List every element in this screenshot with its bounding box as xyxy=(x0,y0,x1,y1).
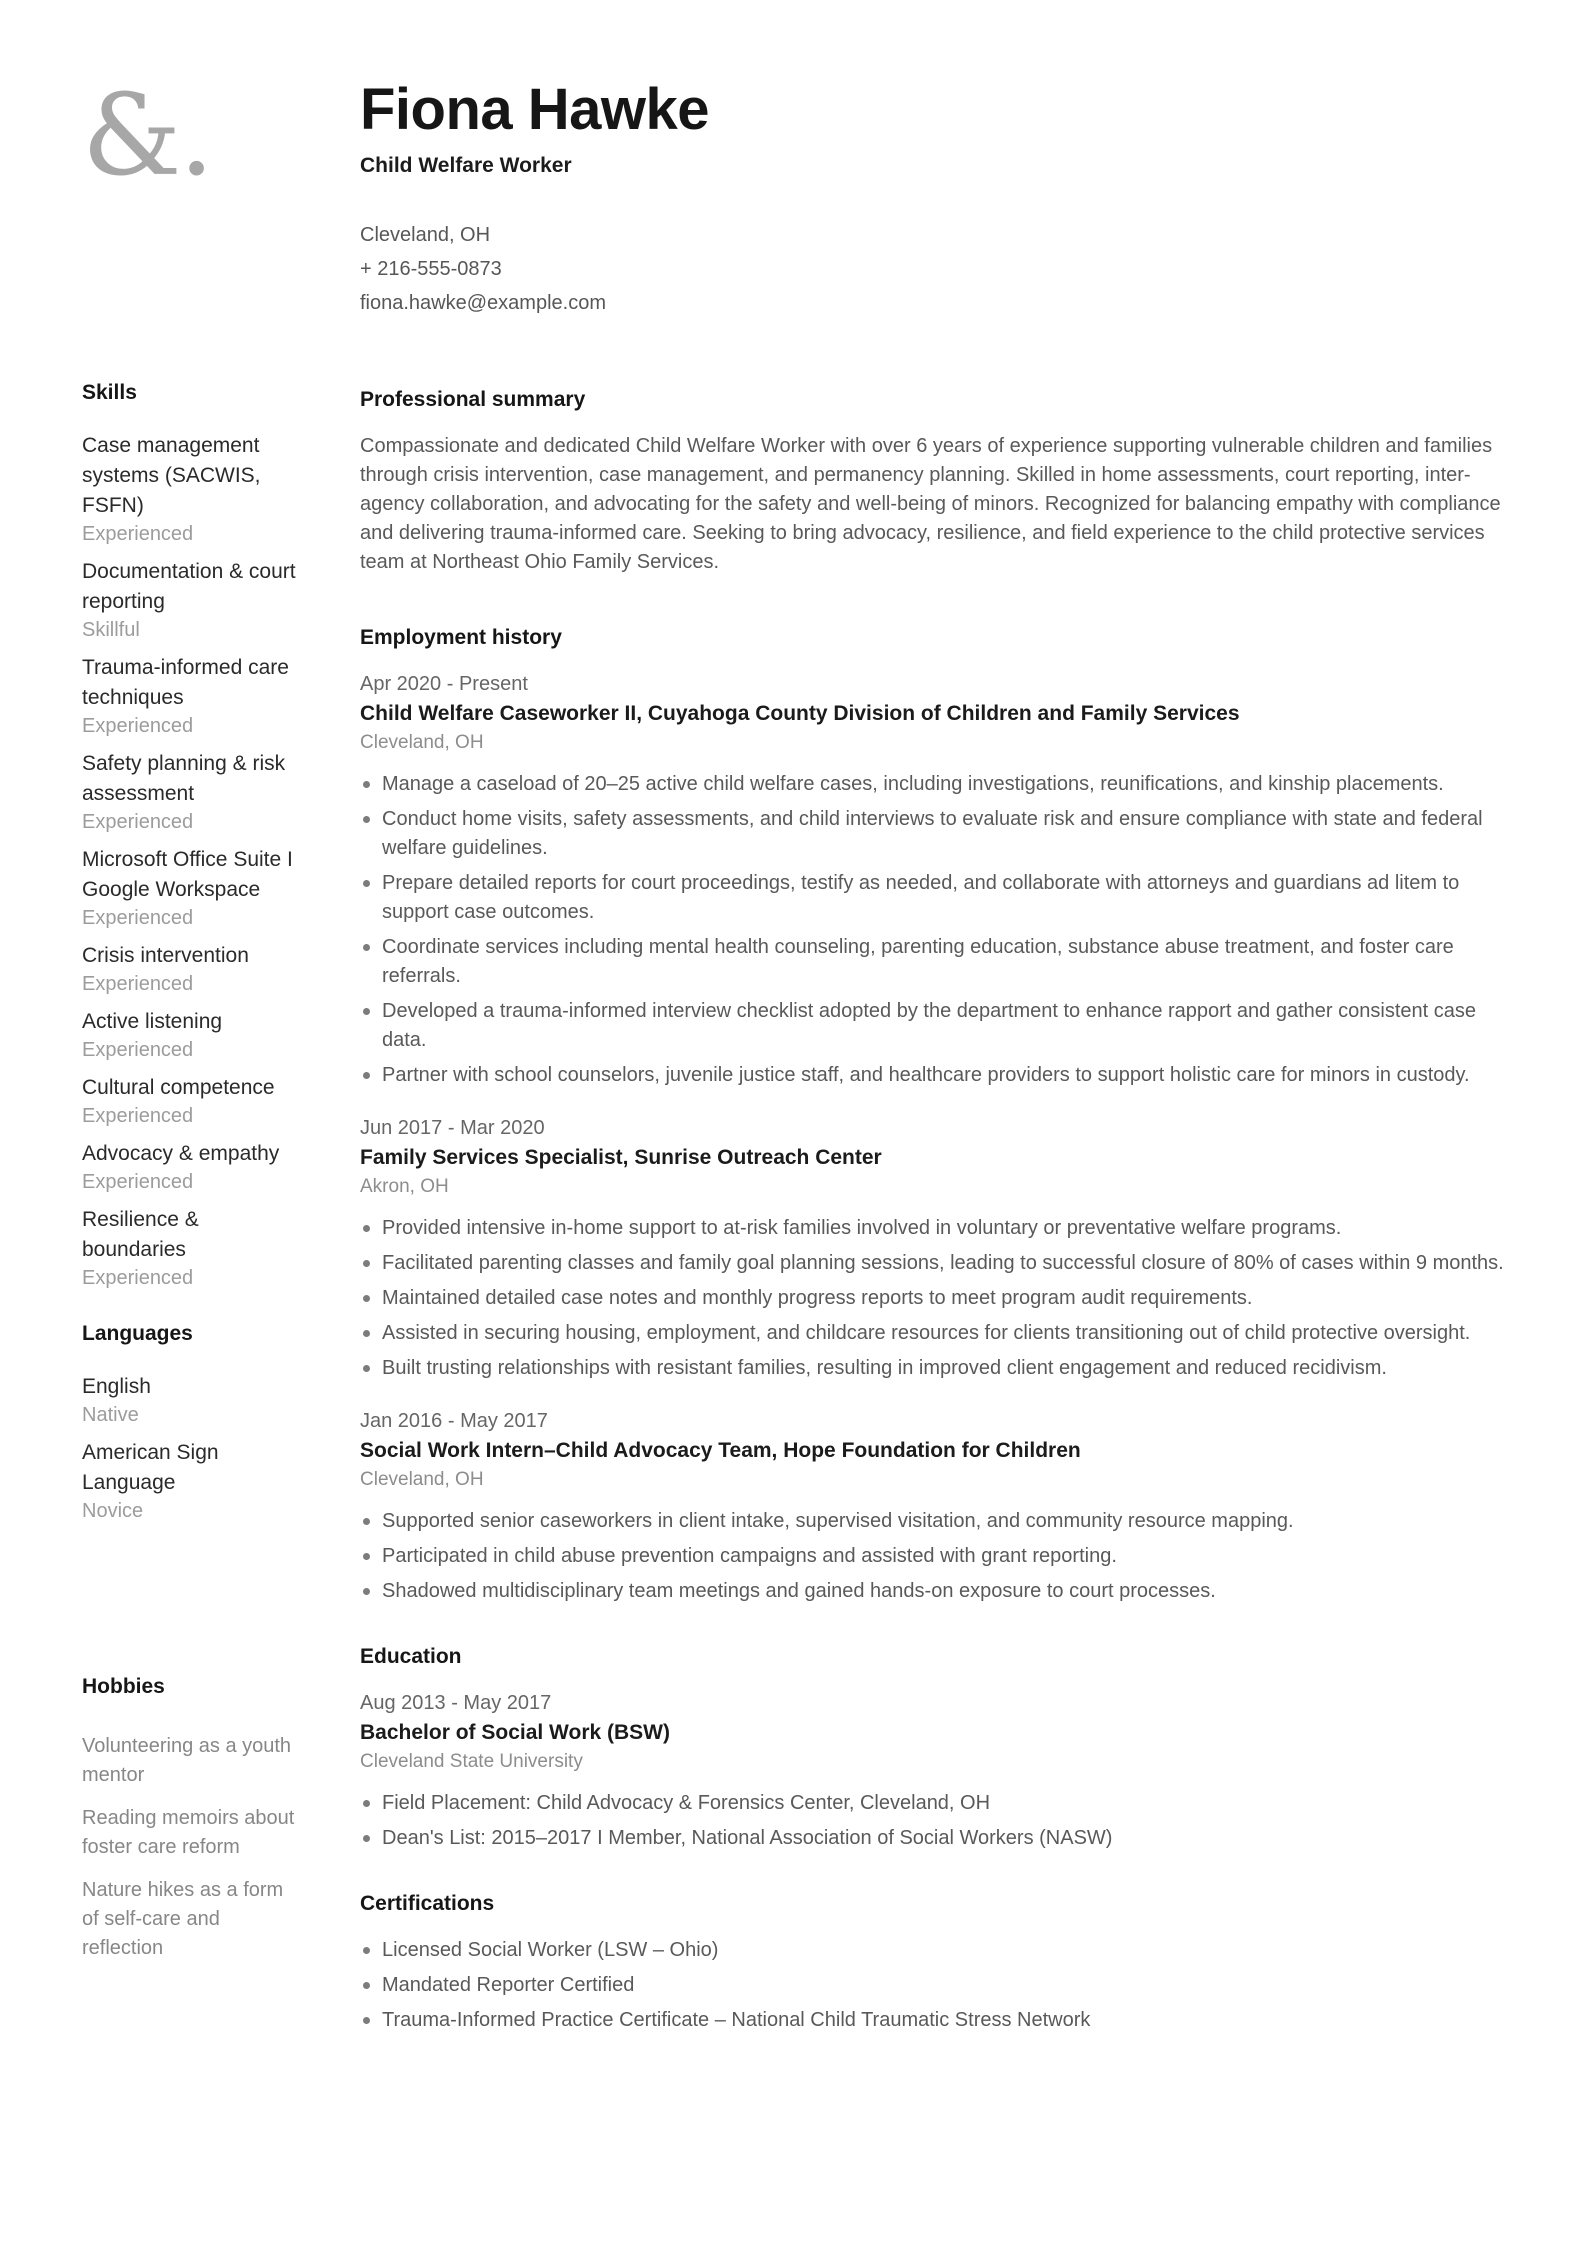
hobby-item: Nature hikes as a form of self-care and reflection xyxy=(82,1879,284,1959)
skill-level: Experienced xyxy=(82,1039,194,1061)
bullet-item: Coordinate services including mental health counseling, parenting education, substance abuse treatment, and foster care referrals. xyxy=(360,933,1522,991)
skill-item xyxy=(82,1007,304,1063)
resume-body xyxy=(82,378,1522,2041)
skill-item xyxy=(82,653,304,739)
bullet-item: Partner with school counselors, juvenile justice staff, and healthcare providers to support holistic care for minors in custody. xyxy=(360,1061,1522,1090)
education-dates: Aug 2013 - May 2017 xyxy=(360,1692,552,1714)
candidate-job-title: Child Welfare Worker xyxy=(360,154,572,177)
languages-list xyxy=(82,1372,304,1524)
bullet-item: Maintained detailed case notes and monthly progress reports to meet program audit requirements. xyxy=(360,1284,1522,1313)
certifications-bullet-list xyxy=(360,1936,1522,2035)
bullet-item: Built trusting relationships with resistant families, resulting in improved client engagement and reduced recidivism. xyxy=(360,1354,1522,1383)
job-location: Akron, OH xyxy=(360,1176,449,1197)
job-title: Family Services Specialist, Sunrise Outreach Center xyxy=(360,1146,882,1169)
resume-header xyxy=(82,70,1522,320)
contact-block xyxy=(360,218,1522,320)
bullet-item: Licensed Social Worker (LSW – Ohio) xyxy=(360,1936,1522,1965)
skill-item xyxy=(82,1073,304,1129)
certifications-section xyxy=(360,1889,1522,2035)
skill-level: Experienced xyxy=(82,523,194,545)
job-location: Cleveland, OH xyxy=(360,1469,484,1490)
bullet-item: Mandated Reporter Certified xyxy=(360,1971,1522,2000)
skill-level: Experienced xyxy=(82,1171,194,1193)
hobby-item: Volunteering as a youth mentor xyxy=(82,1735,292,1786)
certifications-heading: Certifications xyxy=(360,1892,495,1915)
summary-section xyxy=(360,385,1522,577)
skill-name: Active listening xyxy=(82,1010,223,1033)
skill-level: Experienced xyxy=(82,1267,194,1289)
skill-level: Experienced xyxy=(82,715,194,737)
job-title: Social Work Intern–Child Advocacy Team, Hope Foundation for Children xyxy=(360,1439,1081,1462)
skill-item xyxy=(82,749,304,835)
job-dates: Jun 2017 - Mar 2020 xyxy=(360,1117,545,1139)
skill-name: Advocacy & empathy xyxy=(82,1142,280,1165)
skill-name: Trauma-informed care techniques xyxy=(82,656,289,709)
bullet-item: Developed a trauma-informed interview checklist adopted by the department to enhance rapport and gather consistent case data. xyxy=(360,997,1522,1055)
employment-section xyxy=(360,623,1522,1606)
job-dates: Jan 2016 - May 2017 xyxy=(360,1410,548,1432)
skill-name: Case management systems (SACWIS, FSFN) xyxy=(82,434,261,517)
logo-cell xyxy=(82,70,360,320)
bullet-item: Trauma-Informed Practice Certificate – National Child Traumatic Stress Network xyxy=(360,2006,1522,2035)
hobbies-section xyxy=(82,1672,304,1963)
bullet-item: Provided intensive in-home support to at-risk families involved in voluntary or preventative welfare programs. xyxy=(360,1214,1522,1243)
skill-level: Experienced xyxy=(82,1105,194,1127)
job-title: Child Welfare Caseworker II, Cuyahoga County Division of Children and Family Services xyxy=(360,702,1240,725)
bullet-item: Participated in child abuse prevention campaigns and assisted with grant reporting. xyxy=(360,1542,1522,1571)
skill-name: English xyxy=(82,1375,151,1398)
hobbies-list xyxy=(82,1732,304,1963)
education-entry xyxy=(360,1689,1522,1853)
employment-heading: Employment history xyxy=(360,626,562,649)
skill-level: Experienced xyxy=(82,973,194,995)
hobby-item: Reading memoirs about foster care reform xyxy=(82,1807,295,1858)
skill-level: Skillful xyxy=(82,619,140,641)
skill-item xyxy=(82,1438,304,1524)
job-bullet-list xyxy=(360,1507,1522,1606)
summary-text: Compassionate and dedicated Child Welfare Worker with over 6 years of experience supporting vulnerable children and families through crisis intervention, case management, and permanency planning. Skilled in home assessments, court reporting, inter-agency collaboration, and advocating for the safety and well-being of minors. Recognized for balancing empathy with compliance and delivering trauma-informed care. Seeking to bring advocacy, resilience, and field experience to the child protective services team at Northeast Ohio Family Services. xyxy=(360,435,1501,573)
skill-item xyxy=(82,1139,304,1195)
skill-level: Experienced xyxy=(82,907,194,929)
bullet-item: Shadowed multidisciplinary team meetings and gained hands-on exposure to court processes. xyxy=(360,1577,1522,1606)
job-entry xyxy=(360,1114,1522,1383)
skill-name: Resilience & boundaries xyxy=(82,1208,199,1261)
job-entry xyxy=(360,1407,1522,1606)
job-entry xyxy=(360,670,1522,1090)
bullet-item: Manage a caseload of 20–25 active child welfare cases, including investigations, reunifications, and kinship placements. xyxy=(360,770,1522,799)
bullet-item: Field Placement: Child Advocacy & Forensics Center, Cleveland, OH xyxy=(360,1789,1522,1818)
skill-level: Experienced xyxy=(82,811,194,833)
bullet-item: Prepare detailed reports for court proceedings, testify as needed, and collaborate with attorneys and guardians ad litem to support case outcomes. xyxy=(360,869,1522,927)
skills-heading: Skills xyxy=(82,381,137,404)
education-school: Cleveland State University xyxy=(360,1751,583,1772)
skill-name: Crisis intervention xyxy=(82,944,249,967)
skill-item xyxy=(82,1372,304,1428)
education-heading: Education xyxy=(360,1645,462,1668)
job-bullet-list xyxy=(360,1214,1522,1383)
education-bullet-list xyxy=(360,1789,1522,1853)
languages-section xyxy=(82,1319,304,1524)
job-location: Cleveland, OH xyxy=(360,732,484,753)
job-dates: Apr 2020 - Present xyxy=(360,673,528,695)
skill-item xyxy=(82,845,304,931)
jobs-list xyxy=(360,670,1522,1606)
skill-name: Safety planning & risk assessment xyxy=(82,752,286,805)
languages-heading: Languages xyxy=(82,1322,193,1345)
contact-phone: + 216-555-0873 xyxy=(360,258,502,280)
contact-email: fiona.hawke@example.com xyxy=(360,292,606,314)
skill-item xyxy=(82,557,304,643)
skill-name: American Sign Language xyxy=(82,1441,219,1494)
skill-name: Microsoft Office Suite I Google Workspace xyxy=(82,848,293,901)
main-column xyxy=(360,378,1522,2041)
header-main xyxy=(360,70,1522,320)
contact-location: Cleveland, OH xyxy=(360,224,491,246)
education-degree: Bachelor of Social Work (BSW) xyxy=(360,1721,670,1744)
summary-heading: Professional summary xyxy=(360,388,586,411)
bullet-item: Facilitated parenting classes and family goal planning sessions, leading to successful closure of 80% of cases within 9 months. xyxy=(360,1249,1522,1278)
skills-list xyxy=(82,431,304,1291)
sidebar xyxy=(82,378,360,2041)
skill-name: Documentation & court reporting xyxy=(82,560,296,613)
bullet-item: Dean's List: 2015–2017 I Member, National Association of Social Workers (NASW) xyxy=(360,1824,1522,1853)
bullet-item: Conduct home visits, safety assessments, and child interviews to evaluate risk and ensure compliance with state and federal welfare guidelines. xyxy=(360,805,1522,863)
candidate-name: Fiona Hawke xyxy=(360,77,710,142)
skills-section xyxy=(82,378,304,1291)
skill-name: Cultural competence xyxy=(82,1076,275,1099)
skill-level: Native xyxy=(82,1404,139,1426)
skill-item xyxy=(82,431,304,547)
skill-item xyxy=(82,1205,304,1291)
skill-level: Novice xyxy=(82,1500,144,1522)
bullet-item: Supported senior caseworkers in client intake, supervised visitation, and community resource mapping. xyxy=(360,1507,1522,1536)
skill-item xyxy=(82,941,304,997)
education-section xyxy=(360,1642,1522,1853)
job-bullet-list xyxy=(360,770,1522,1090)
bullet-item: Assisted in securing housing, employment, and childcare resources for clients transitioning out of child protective oversight. xyxy=(360,1319,1522,1348)
hobbies-heading: Hobbies xyxy=(82,1675,165,1698)
ampersand-monogram-icon: &. xyxy=(82,71,212,201)
